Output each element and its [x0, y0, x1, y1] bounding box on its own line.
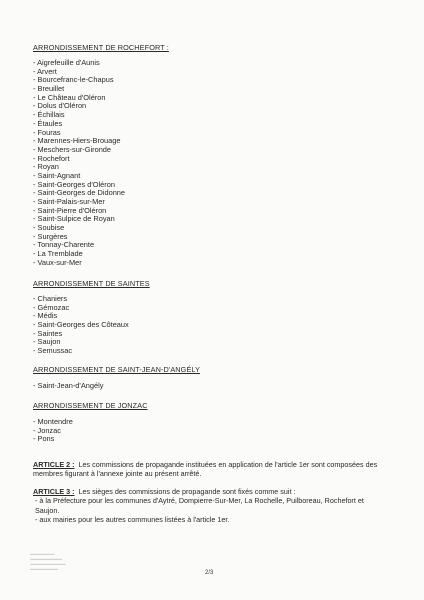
- commune-item: - Gémozac: [33, 302, 70, 312]
- commune-item: - Le Château d'Oléron: [33, 92, 106, 102]
- commune-item: - Saint-Georges des Côteaux: [33, 320, 129, 330]
- section-title-saint-jean: ARRONDISSEMENT DE SAINT-JEAN-D'ANGÉLY: [33, 365, 201, 374]
- article-3: [33, 487, 395, 525]
- commune-item: - Saint-Sulpice de Royan: [33, 214, 115, 224]
- section-title-saintes: ARRONDISSEMENT DE SAINTES: [33, 279, 150, 288]
- commune-item: - Semussac: [33, 346, 73, 356]
- commune-item: - La Tremblade: [33, 249, 83, 259]
- commune-item: - Jonzac: [33, 425, 61, 435]
- commune-item: - Saint-Jean-d'Angély: [33, 381, 104, 390]
- commune-item: - Saint-Georges d'Oléron: [33, 179, 115, 189]
- commune-item: - Étaules: [33, 118, 63, 128]
- article-3-line-2: - à la Préfecture pour les communes d'Aytré, Dompierre-Sur-Mer, La Rochelle, Puilboreau, Rochefort et: [35, 496, 364, 506]
- commune-list-saintes: [33, 295, 129, 356]
- commune-item: - Aigrefeuille d'Aunis: [33, 58, 100, 67]
- page-number: 2/3: [205, 570, 214, 576]
- commune-item: - Bourcefranc-le-Chapus: [33, 75, 114, 85]
- commune-item: - Saint-Pierre d'Oléron: [33, 205, 107, 215]
- article-2: [33, 460, 395, 479]
- commune-item: - Montendre: [33, 417, 73, 426]
- article-2-label: ARTICLE 2 :: [33, 460, 75, 469]
- commune-item: - Saint-Palais-sur-Mer: [33, 197, 105, 206]
- commune-item: - Vaux-sur-Mer: [33, 257, 82, 267]
- commune-item: - Meschers-sur-Gironde: [33, 144, 112, 154]
- section-title-jonzac: ARRONDISSEMENT DE JONZAC: [33, 401, 148, 410]
- section-title-rochefort: ARRONDISSEMENT DE ROCHEFORT :: [33, 43, 169, 52]
- faint-stamp-mark: ▬▬▬▬▬▬ ▬▬▬▬▬▬▬▬ ▬▬▬▬▬▬▬▬▬ ▬▬▬▬▬▬▬: [30, 551, 66, 571]
- article-3-line-3: Saujon.: [35, 505, 60, 515]
- article-3-label: ARTICLE 3 :: [33, 487, 75, 496]
- commune-item: - Breuillet: [33, 84, 65, 94]
- commune-item: - Saint-Georges de Didonne: [33, 188, 126, 198]
- article-2-line-1: Les commissions de propagande instituées en application de l'article 1er sont composées des: [78, 460, 378, 469]
- commune-item: - Saintes: [33, 328, 63, 338]
- commune-item: - Échillais: [33, 110, 65, 120]
- article-2-line-2: membres figurant à l'annexe jointe au présent arrêté.: [33, 469, 202, 479]
- article-3-line-4: - aux mairies pour les autres communes listées à l'article 1er.: [35, 515, 230, 525]
- commune-item: - Saujon: [33, 337, 61, 347]
- commune-item: - Surgères: [33, 231, 68, 241]
- commune-item: - Soubise: [33, 223, 65, 233]
- commune-list-rochefort: [33, 59, 125, 268]
- commune-item: - Arvert: [33, 66, 57, 76]
- commune-item: - Chaniers: [33, 294, 68, 303]
- commune-item: - Fouras: [33, 127, 61, 137]
- commune-list-saint-jean: [33, 382, 103, 391]
- commune-item: - Rochefort: [33, 153, 70, 163]
- commune-item: - Royan: [33, 162, 59, 172]
- commune-item: - Marennes-Hiers-Brouage: [33, 136, 121, 146]
- article-3-line-1: Les sièges des commissions de propagande sont fixés comme suit :: [78, 487, 296, 496]
- commune-item: - Pons: [33, 434, 55, 444]
- commune-item: - Dolus d'Oléron: [33, 101, 87, 111]
- commune-item: - Tonnay-Charente: [33, 240, 95, 250]
- commune-item: - Médis: [33, 311, 58, 321]
- commune-item: - Saint-Agnant: [33, 170, 81, 180]
- commune-list-jonzac: [33, 418, 73, 444]
